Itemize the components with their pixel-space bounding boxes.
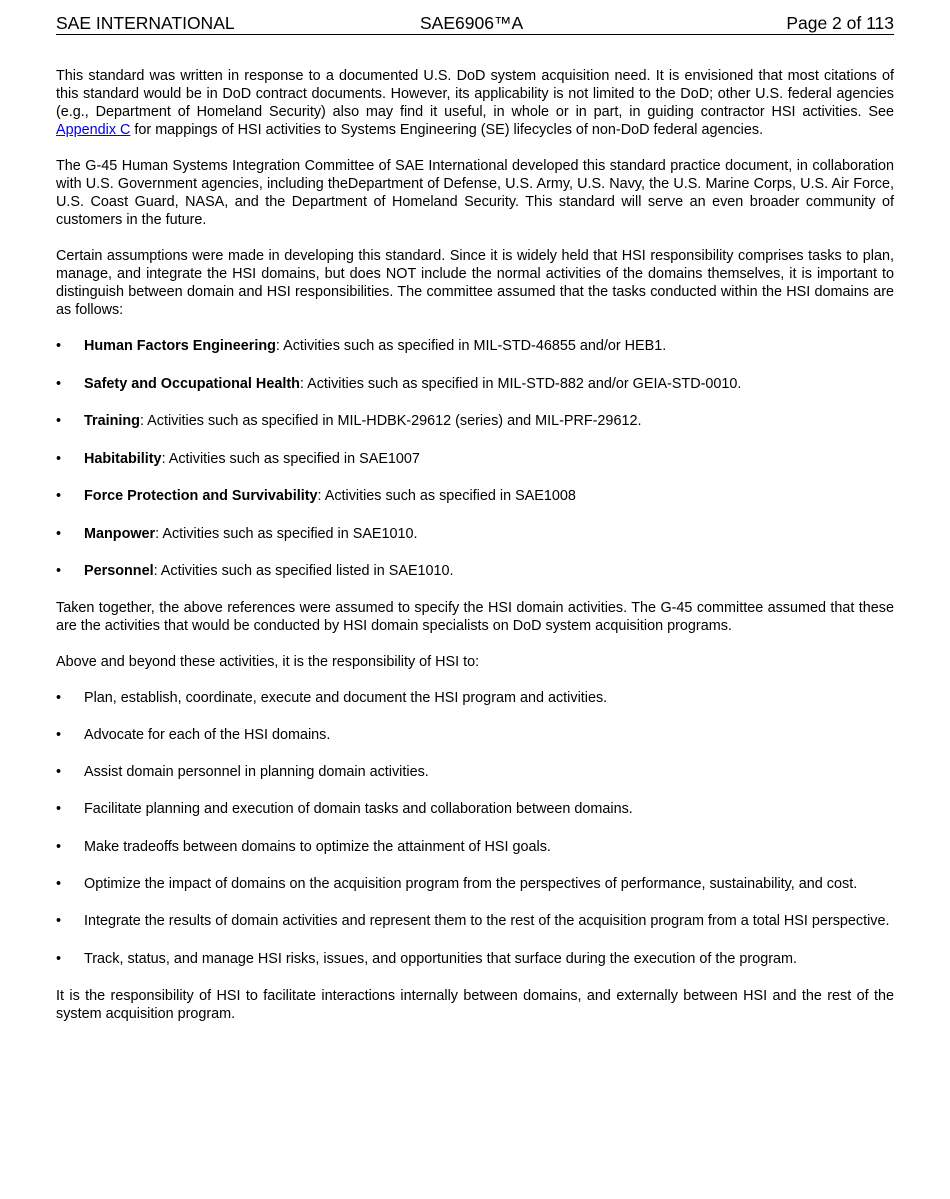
bullet-icon: • <box>56 875 62 892</box>
bullet-icon: • <box>56 338 62 354</box>
list-item <box>56 726 894 744</box>
domain-list <box>56 337 894 580</box>
bullet-icon: • <box>56 913 62 930</box>
domain-term: Force Protection and Survivability <box>84 488 318 504</box>
list-item <box>56 912 894 930</box>
list-item <box>56 412 894 430</box>
list-item <box>56 838 894 856</box>
bullet-icon: • <box>56 563 62 579</box>
responsibility-text: Track, status, and manage HSI risks, issues, and opportunities that surface during the execution of the program. <box>84 950 797 967</box>
domain-term: Safety and Occupational Health <box>84 375 300 392</box>
bullet-icon: • <box>56 950 62 967</box>
domain-term: Personnel <box>84 563 154 579</box>
bullet-icon: • <box>56 801 62 818</box>
list-item <box>56 375 894 393</box>
header-organization: SAE INTERNATIONAL <box>56 13 235 33</box>
bullet-icon: • <box>56 689 62 706</box>
paragraph-intro-text-1: This standard was written in response to a documented U.S. DoD system acquisition need. It is envisioned that most citations of this standard would be in DoD contract documents. However, its applicability is not limited to the DoD; other U.S. federal agencies (e.g., Department of Homeland Security) also may find it useful, in whole or in part, in guiding contractor HSI activities. See <box>56 68 894 120</box>
paragraph-responsibility-intro: Above and beyond these activities, it is the responsibility of HSI to: <box>56 653 480 670</box>
paragraph-assumptions: Certain assumptions were made in developing this standard. Since it is widely held that HSI responsibility comprises tasks to plan, manage, and integrate the HSI domains, but does NOT include the normal activities of the domains themselves, it is important to distinguish between domain and HSI responsibilities. The committee assumed that the tasks conducted within the HSI domains are as follows: <box>56 248 894 318</box>
responsibility-text: Assist domain personnel in planning domain activities. <box>84 764 429 781</box>
list-item <box>56 337 894 355</box>
responsibility-list <box>56 689 894 968</box>
list-item <box>56 562 894 580</box>
domain-description: : Activities such as specified in SAE1007 <box>161 450 420 467</box>
bullet-icon: • <box>56 488 62 504</box>
domain-term: Manpower <box>84 525 156 542</box>
list-item <box>56 763 894 781</box>
list-item <box>56 525 894 543</box>
list-item <box>56 950 894 968</box>
bullet-icon: • <box>56 375 62 392</box>
list-item <box>56 487 894 505</box>
domain-description: : Activities such as specified in MIL-STD-46855 and/or HEB1. <box>275 338 667 354</box>
list-item <box>56 689 894 707</box>
paragraph-intro-text-2: for mappings of HSI activities to Systems Engineering (SE) lifecycles of non-DoD federal agencies. <box>130 122 764 138</box>
header-document-number: SAE6906™A <box>420 13 524 33</box>
domain-description: : Activities such as specified in MIL-STD-882 and/or GEIA-STD-0010. <box>299 375 742 392</box>
responsibility-text: Facilitate planning and execution of domain tasks and collaboration between domains. <box>84 801 633 818</box>
domain-description: : Activities such as specified in SAE1010. <box>155 525 418 542</box>
responsibility-text: Integrate the results of domain activities and represent them to the rest of the acquisition program from a total HSI perspective. <box>84 913 890 930</box>
page-header <box>56 12 894 35</box>
domain-description: : Activities such as specified listed in SAE1010. <box>153 563 454 579</box>
document-body <box>56 67 894 1023</box>
domain-term: Habitability <box>84 450 162 467</box>
paragraph-references: Taken together, the above references were assumed to specify the HSI domain activities. The G-45 committee assumed that these are the activities that would be conducted by HSI domain specialists on DoD system acquisition programs. <box>56 599 894 634</box>
bullet-icon: • <box>56 450 62 467</box>
responsibility-text: Advocate for each of the HSI domains. <box>84 726 331 743</box>
bullet-icon: • <box>56 726 62 743</box>
domain-description: : Activities such as specified in SAE1008 <box>317 488 576 504</box>
domain-term: Human Factors Engineering <box>84 338 276 354</box>
bullet-icon: • <box>56 838 62 855</box>
responsibility-text: Plan, establish, coordinate, execute and document the HSI program and activities. <box>84 689 608 706</box>
list-item <box>56 450 894 468</box>
document-page <box>56 12 894 1041</box>
responsibility-text: Optimize the impact of domains on the acquisition program from the perspectives of performance, sustainability, and cost. <box>84 875 858 892</box>
domain-term: Training <box>84 413 140 429</box>
list-item <box>56 800 894 818</box>
paragraph-committee: The G-45 Human Systems Integration Committee of SAE International developed this standard practice document, in collaboration with U.S. Government agencies, including theDepartment of Defense, U.S. Army, U.S. Navy, the U.S. Marine Corps, U.S. Air Force, U.S. Coast Guard, NASA, and the Department of Homeland Security. This standard will serve an even broader community of customers in the future. <box>56 158 894 228</box>
list-item <box>56 875 894 893</box>
paragraph-closing: It is the responsibility of HSI to facilitate interactions internally between domains, and externally between HSI and the rest of the system acquisition program. <box>56 987 894 1022</box>
bullet-icon: • <box>56 764 62 781</box>
paragraph-intro <box>56 67 894 139</box>
header-page-number: Page 2 of 113 <box>786 13 894 33</box>
bullet-icon: • <box>56 413 62 429</box>
bullet-icon: • <box>56 525 62 542</box>
domain-description: : Activities such as specified in MIL-HDBK-29612 (series) and MIL-PRF-29612. <box>139 413 642 429</box>
appendix-c-link[interactable]: Appendix C <box>56 122 131 138</box>
responsibility-text: Make tradeoffs between domains to optimize the attainment of HSI goals. <box>84 838 551 855</box>
